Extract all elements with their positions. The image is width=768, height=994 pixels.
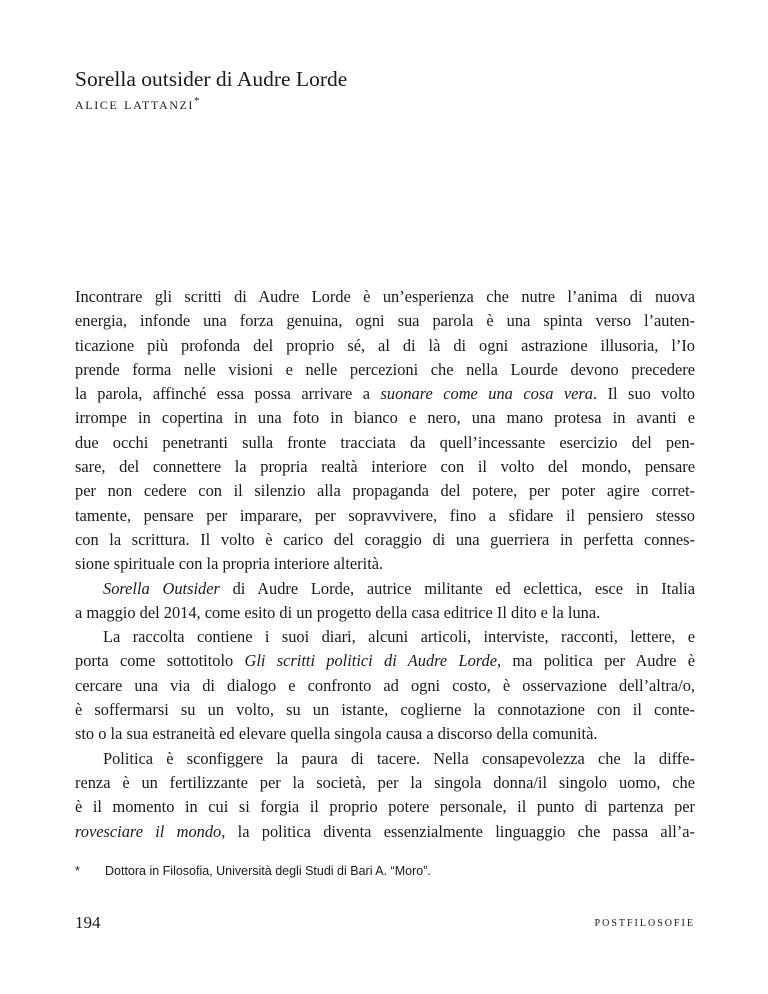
body-line (75, 649, 695, 673)
footnote-reference[interactable]: * (194, 95, 200, 107)
body-line: due occhi penetranti sulla fronte tracciata da quell’incessante esercizio del pen- (75, 432, 695, 452)
text-run: , ma politica per Audre è (497, 651, 695, 671)
body-line: sare, del connettere la propria realtà interiore con il volto del mondo, pensare (75, 457, 695, 477)
body-line: con la scrittura. Il volto è carico del coraggio di una guerriera in perfetta connes- (75, 529, 695, 549)
article-body (75, 285, 695, 844)
article-title: Sorella outsider di Audre Lorde (75, 67, 348, 91)
footnote-mark: * (75, 864, 80, 878)
body-line: La raccolta contiene i suoi diari, alcuni articoli, interviste, racconti, lettere, e (103, 627, 695, 647)
footnote-text: Dottora in Filosofia, Università degli Studi di Bari A. “Moro”. (105, 864, 431, 878)
text-run: . Il suo volto (593, 384, 695, 404)
body-line: renza è un fertilizzante per la società, per la singola donna/il singolo uomo, che (75, 772, 695, 792)
emphasis-text: rovesciare il mondo (75, 821, 222, 841)
body-line: cercare una via di dialogo e confronto ad ogni costo, è osservazione dell’altra/o, (75, 675, 695, 695)
body-line: per non cedere con il silenzio alla propaganda del potere, per poter agire corret- (75, 481, 695, 501)
journal-name: postfilosofie (594, 915, 695, 930)
body-line: sto o la sua estraneità ed elevare quella singola causa a discorso della comunità. (75, 724, 598, 744)
body-line: è il momento in cui si forgia il proprio potere personale, il punto di partenza per (75, 797, 695, 817)
body-line: ticazione più profonda del proprio sé, al di là di ogni astrazione illusoria, l’Io (75, 335, 695, 355)
text-run: porta come sottotitolo (75, 651, 245, 671)
text-run: , la politica diventa essenzialmente linguaggio che passa all’a- (221, 821, 695, 841)
body-line: tamente, pensare per imparare, per sopravvivere, fino a sfidare il pensiero stesso (75, 505, 695, 525)
body-line: sione spirituale con la propria interiore alterità. (75, 554, 384, 574)
emphasis-text: Gli scritti politici di Audre Lorde (244, 651, 498, 671)
article-author (75, 93, 200, 115)
emphasis-text: Sorella Outsider (103, 578, 220, 598)
body-line: Politica è sconfiggere la paura di tacere. Nella consapevolezza che la diffe- (103, 748, 695, 768)
body-line: energia, infonde una forza genuina, ogni sua parola è una spinta verso l’auten- (75, 311, 695, 331)
page-number: 194 (75, 913, 101, 932)
body-line: irrompe in copertina in una foto in bianco e nero, una mano protesa in avanti e (75, 408, 695, 428)
body-line (75, 382, 695, 406)
text-run: di Audre Lorde, autrice militante ed eclettica, esce in Italia (219, 578, 695, 598)
body-line (75, 577, 695, 601)
body-line (75, 820, 695, 844)
footnote (75, 863, 431, 879)
text-run: la parola, affinché essa possa arrivare a (75, 384, 381, 404)
body-line: a maggio del 2014, come esito di un progetto della casa editrice Il dito e la luna. (75, 602, 601, 622)
emphasis-text: suonare come una cosa vera (380, 384, 593, 404)
body-line: prende forma nelle visioni e nelle percezioni che nella Lourde devono precedere (75, 359, 695, 379)
body-line: è soffermarsi su un volto, su un istante, coglierne la connotazione con il conte- (75, 700, 695, 720)
author-name: alice lattanzi (75, 94, 194, 113)
body-line: Incontrare gli scritti di Audre Lorde è un’esperienza che nutre l’anima di nuova (75, 287, 695, 306)
